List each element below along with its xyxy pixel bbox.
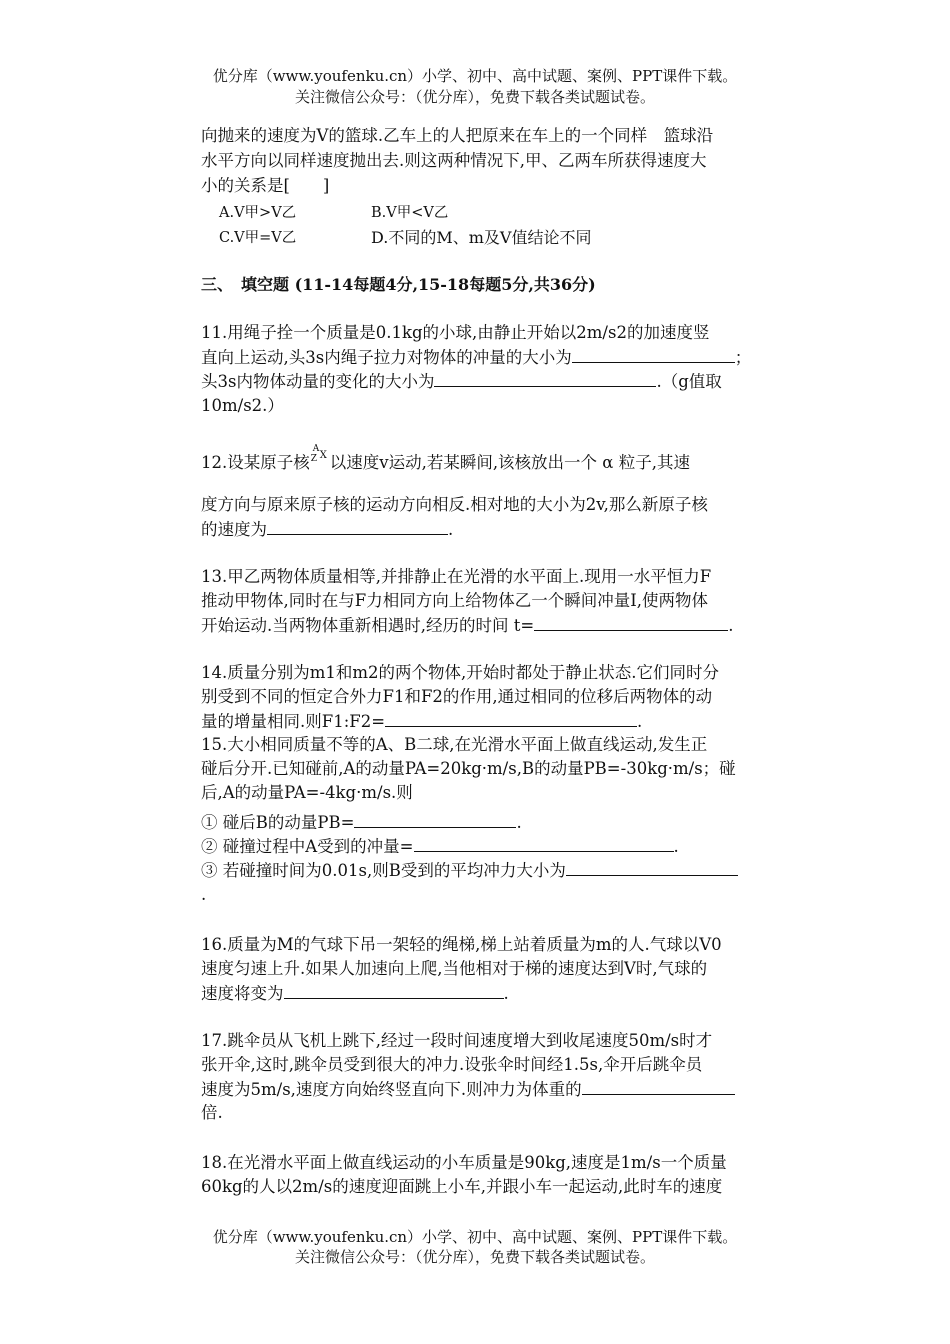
section-3-title: 三、 填空题 (11-14每题4分,15-18每题5分,共36分) [201,275,596,294]
q14-line3-end: . [637,712,643,731]
nuclide-element: X [319,450,327,461]
q12-line2: 度方向与原来原子核的运动方向相反.相对地的大小为2v,那么新原子核 [201,495,708,514]
q16-line2: 速度匀速上升.如果人加速向上爬,当他相对于梯的速度达到V时,气球的 [201,959,708,978]
q15-line3: 后,A的动量PA=-4kg·m/s.则 [201,783,413,802]
q12-line1-start: 12.设某原子核 [201,453,310,472]
q13-blank[interactable] [534,613,728,631]
q11-line3-text: 头3s内物体动量的变化的大小为 [201,372,435,391]
q11-blank-2[interactable] [434,369,656,387]
q17-line4: 倍. [201,1103,223,1122]
q10-line2: 水平方向以同样速度抛出去.则这两种情况下,甲、乙两车所获得速度大 [201,151,707,170]
q15-line1: 15.大小相同质量不等的A、B二球,在光滑水平面上做直线运动,发生正 [201,735,708,754]
page-footer-line2: 关注微信公众号：（优分库），免费下载各类试题试卷。 [294,1248,655,1266]
q13-line1: 13.甲乙两物体质量相等,并排静止在光滑的水平面上.现用一水平恒力F [201,567,712,586]
q12-line3-end: . [448,520,454,539]
q14-line3-text: 量的增量相同.则F1:F2= [201,712,386,731]
nuclide-atomic-number: Z [310,454,318,464]
q16-blank[interactable] [284,981,504,999]
page-header-line1: 优分库（www.youfenku.cn）小学、初中、高中试题、案例、PPT课件下载。 [212,67,738,85]
q12-line3 [201,517,453,542]
q10-option-d: D.不同的M、m及V值结论不同 [371,228,592,247]
q17-blank[interactable] [582,1077,735,1095]
q18-line2: 60kg的人以2m/s的速度迎面跳上小车,并跟小车一起运动,此时车的速度 [201,1177,723,1196]
q16-line1: 16.质量为M的气球下吊一架轻的绳梯,梯上站着质量为m的人.气球以V0 [201,935,722,954]
q11-line1: 11.用绳子拴一个质量是0.1kg的小球,由静止开始以2m/s2的加速度竖 [201,323,710,342]
q11-line3 [201,369,722,394]
q16-line3-text: 速度将变为 [201,984,284,1003]
q13-line2: 推动甲物体,同时在与F力相同方向上给物体乙一个瞬间冲量I,使两物体 [201,591,708,610]
q15-line4-end: . [516,813,522,832]
q15-blank-1[interactable] [354,810,516,828]
q14-line1: 14.质量分别为m1和m2的两个物体,开始时都处于静止状态.它们同时分 [201,663,720,682]
q16-line3-end: . [503,984,509,1003]
q15-blank-2[interactable] [414,834,674,852]
q15-line5 [201,834,679,859]
q10-option-c: C.V甲=V乙 [219,230,297,246]
page-header-line2: 关注微信公众号：（优分库），免费下载各类试题试卷。 [294,88,655,106]
q11-line2-end: ； [734,348,752,367]
q15-blank-3[interactable] [566,858,738,876]
q10-option-a: A.V甲>V乙 [219,205,297,221]
q17-line3 [201,1077,735,1102]
nuclide-mass-number: A [312,444,320,454]
q11-line3-end: .（g值取 [656,372,722,391]
q14-line3 [201,709,642,734]
q12-blank[interactable] [267,517,448,535]
q10-option-b: B.V甲<V乙 [371,205,449,221]
q13-line3-end: . [728,616,734,635]
q12-line1-end: 以速度v运动,若某瞬间,该核放出一个 α 粒子,其速 [329,453,690,472]
q15-line5-end: . [673,837,679,856]
q12-line3-text: 的速度为 [201,520,267,539]
q14-blank[interactable] [385,709,637,727]
q18-line1: 18.在光滑水平面上做直线运动的小车质量是90kg,速度是1m/s一个质量 [201,1153,727,1172]
q11-line4: 10m/s2.） [201,396,284,415]
q10-line1: 向抛来的速度为V的篮球.乙车上的人把原来在车上的一个同样 篮球沿 [201,126,714,145]
nuclide-symbol [310,444,330,471]
q17-line2: 张开伞,这时,跳伞员受到很大的冲力.设张伞时间经1.5s,伞开后跳伞员 [201,1055,703,1074]
q10-line3: 小的关系是[ ] [201,176,330,195]
q14-line2: 别受到不同的恒定合外力F1和F2的作用,通过相同的位移后两物体的动 [201,687,713,706]
q15-line6 [201,858,738,883]
q17-line3-text: 速度为5m/s,速度方向始终竖直向下.则冲力为体重的 [201,1080,582,1099]
q12-line1 [201,444,690,475]
q15-line6-text: ③ 若碰撞时间为0.01s,则B受到的平均冲力大小为 [201,861,566,880]
q11-blank-1[interactable] [572,345,735,363]
q15-line5-text: ② 碰撞过程中A受到的冲量= [201,837,414,856]
q11-line2 [201,345,751,370]
q13-line3 [201,613,733,638]
q15-line2: 碰后分开.已知碰前,A的动量PA=20kg·m/s,B的动量PB=-30kg·m/s；碰 [201,759,736,778]
page-footer-line1: 优分库（www.youfenku.cn）小学、初中、高中试题、案例、PPT课件下载。 [212,1228,738,1246]
q11-line2-text: 直向上运动,头3s内绳子拉力对物体的冲量的大小为 [201,348,572,367]
q15-line4 [201,810,522,835]
q16-line3 [201,981,509,1006]
q15-line7: . [201,885,207,904]
q17-line1: 17.跳伞员从飞机上跳下,经过一段时间速度增大到收尾速度50m/s时才 [201,1031,713,1050]
q13-line3-text: 开始运动.当两物体重新相遇时,经历的时间 t= [201,616,535,635]
q15-line4-text: ① 碰后B的动量PB= [201,813,355,832]
